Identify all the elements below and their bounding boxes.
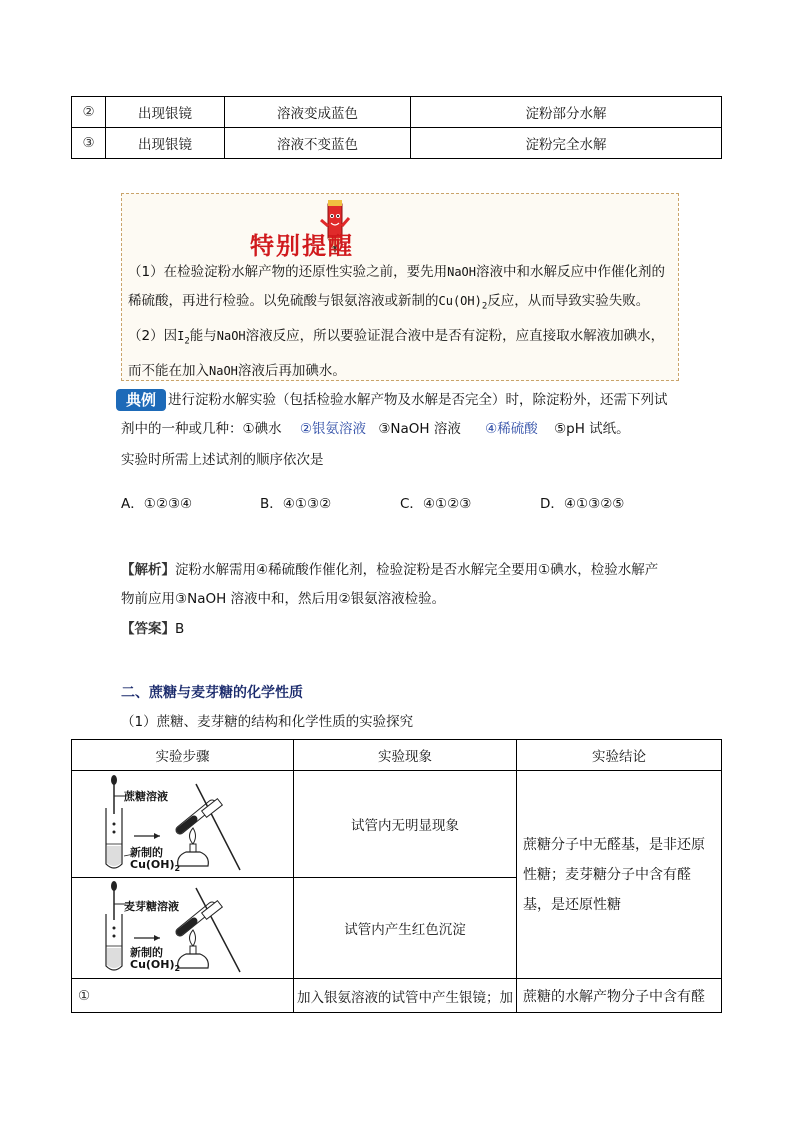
text: 物前应用③NaOH 溶液中和，然后用②银氨溶液检验。 <box>121 591 446 607</box>
table-row <box>72 128 722 159</box>
tip-title: 特别提醒 <box>250 231 354 260</box>
text: 2 <box>481 301 488 312</box>
text: 溶液中和水解反应中作催化剂的 <box>476 264 665 280</box>
example-badge: 典例 <box>116 389 166 411</box>
top-result-table <box>71 96 722 159</box>
answer-label: 【答案】 <box>121 621 175 637</box>
answer <box>121 615 184 644</box>
conclusion-cell: 蔗糖分子中无醛基，是非还原性糖；麦芽糖分子中含有醛基，是还原性糖 <box>517 771 722 979</box>
option-d: D．④①③②⑤ <box>540 496 625 512</box>
option-a: A．①②③④ <box>121 496 193 512</box>
text: 2 <box>174 964 181 974</box>
step-diagram-cell <box>72 771 294 878</box>
table-row <box>72 979 722 1013</box>
tip-paragraph-2 <box>128 322 673 386</box>
table-header-row <box>72 740 722 771</box>
text: 2 <box>174 864 181 874</box>
maltose-apparatus-diagram <box>76 880 286 976</box>
header-conclusion: 实验结论 <box>517 740 722 771</box>
sucrose-solution-label: 蔗糖溶液 <box>124 790 168 803</box>
analysis <box>121 556 711 614</box>
question-line-2 <box>121 415 630 444</box>
text: 能与 <box>189 328 217 344</box>
conclusion-cell: 蔗糖的水解产物分子中含有醛 <box>517 979 722 1013</box>
observation-cell: 溶液不变蓝色 <box>225 128 411 159</box>
text: Cu(OH) <box>438 294 482 308</box>
text: ⑤pH 试纸。 <box>554 421 630 437</box>
row-number: ① <box>72 979 294 1013</box>
text: ②银氨溶液 <box>299 421 367 437</box>
text: Cu(OH) <box>130 958 175 971</box>
text: （1）在检验淀粉水解产物的还原性实验之前，要先用 <box>128 264 448 280</box>
observation-cell: 加入银氨溶液的试管中产生银镜；加 <box>294 979 517 1013</box>
new-reagent-label: 新制的 <box>130 946 163 959</box>
cuoh2-label <box>130 858 180 873</box>
text: 剂中的一种或几种：①碘水 <box>121 421 282 437</box>
new-reagent-label: 新制的 <box>130 846 163 859</box>
analysis-label: 【解析】 <box>121 562 175 578</box>
experiment-table <box>71 739 722 1013</box>
table-row <box>72 771 722 878</box>
text: NaOH <box>447 265 476 279</box>
row-number: ③ <box>72 128 106 159</box>
cuoh2-label <box>130 958 180 973</box>
option-c: C．④①②③ <box>400 496 472 512</box>
text: ③NaOH 溶液 <box>378 421 461 437</box>
header-step: 实验步骤 <box>72 740 294 771</box>
step-cell: 出现银镜 <box>106 97 225 128</box>
text: Cu(OH) <box>130 858 175 871</box>
text: 2 <box>184 336 190 347</box>
observation-cell: 试管内无明显现象 <box>294 771 517 878</box>
maltose-solution-label: 麦芽糖溶液 <box>124 900 179 913</box>
question-line-3: 实验时所需上述试剂的顺序依次是 <box>121 452 324 468</box>
section-title: 二、蔗糖与麦芽糖的化学性质 <box>121 685 303 701</box>
text: NaOH <box>209 363 238 378</box>
text: 淀粉水解需用④稀硫酸作催化剂，检验淀粉是否水解完全要用①碘水，检验水解产 <box>175 562 659 578</box>
section-subtitle: （1）蔗糖、麦芽糖的结构和化学性质的实验探究 <box>121 714 414 730</box>
header-observation: 实验现象 <box>294 740 517 771</box>
text: （2）因 <box>128 328 178 344</box>
sucrose-apparatus-diagram <box>76 774 286 874</box>
question-line-1: 进行淀粉水解实验（包括检验水解产物及水解是否完全）时，除淀粉外，还需下列试 <box>168 392 668 408</box>
text: 而不能在加入 <box>128 362 209 379</box>
observation-cell: 溶液变成蓝色 <box>225 97 411 128</box>
row-number: ② <box>72 97 106 128</box>
tip-paragraph-1 <box>128 258 673 322</box>
conclusion-cell: 淀粉完全水解 <box>411 128 722 159</box>
answer-value: B <box>175 621 185 637</box>
conclusion-cell: 淀粉部分水解 <box>411 97 722 128</box>
text: 溶液后再加碘水。 <box>237 362 346 379</box>
option-b: B．④①③② <box>260 496 332 512</box>
step-diagram-cell <box>72 878 294 979</box>
text: ④稀硫酸 <box>485 421 538 437</box>
text: NaOH <box>216 329 246 343</box>
table-row <box>72 97 722 128</box>
text: 反应，从而导致实验失败。 <box>487 293 650 309</box>
text: I <box>177 329 185 343</box>
text: 溶液反应，所以要验证混合液中是否有淀粉，应直接取水解液加碘水， <box>245 328 665 344</box>
text: 稀硫酸，再进行检验。以免硫酸与银氨溶液或新制的 <box>128 293 439 309</box>
step-cell: 出现银镜 <box>106 128 225 159</box>
observation-cell: 试管内产生红色沉淀 <box>294 878 517 979</box>
